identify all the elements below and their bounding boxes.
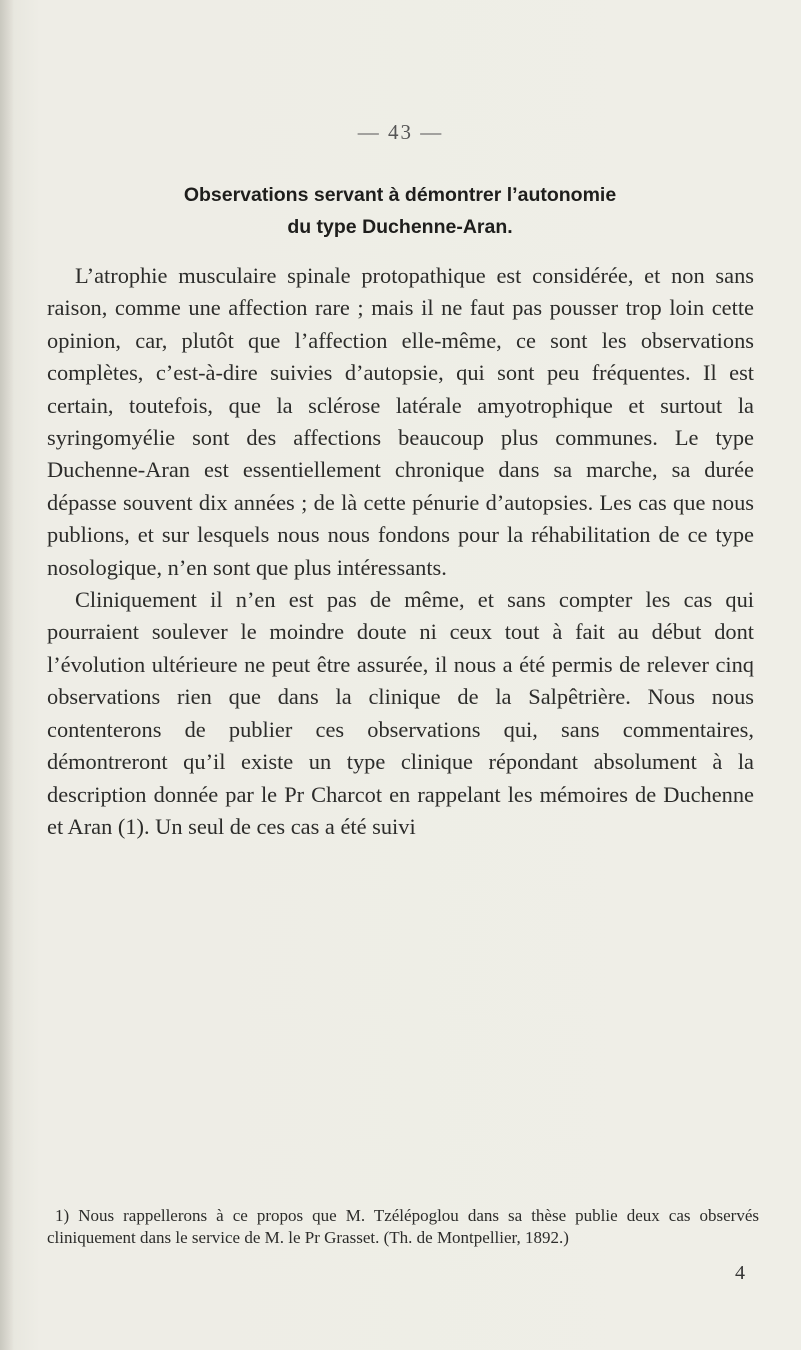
signature-mark: 4 [735,1262,745,1284]
footnote: 1) Nous rappellerons à ce propos que M. Tzélépoglou dans sa thèse publie deux cas observés cliniquement dans le service de M. le Pr Grasset. (Th. de Montpellier, 1892.) [47,1206,759,1247]
page-number: — 43 — [357,120,444,144]
body-text [47,260,754,843]
paragraph-2: Cliniquement il n’en est pas de même, et sans compter les cas qui pourraient soulever le moindre doute ni ceux tout à fait au début dont l’évolution ultérieure ne peut être assurée, il nous a été permis de relever cinq observations rien que dans la clinique de la Salpêtrière. Nous nous contenterons de publier ces observations qui, sans commentaires, démontreront qu’il existe un type clinique répondant absolument à la description donnée par le Pr Charcot en rappelant les mémoires de Duchenne et Aran (1). Un seul de ces cas a été suivi [47,587,754,839]
section-heading-line-1: Observations servant à démontrer l’autonomie [183,184,617,206]
page-binding-shadow [0,0,14,1350]
section-heading-line-2: du type Duchenne-Aran. [287,216,513,238]
paragraph-1: L’atrophie musculaire spinale protopathique est considérée, et non sans raison, comme une affection rare ; mais il ne faut pas pousser trop loin cette opinion, car, plutôt que l’affection elle-même, ce sont les observations complètes, c’est-à-dire suivies d’autopsie, qui sont peu fréquentes. Il est certain, toutefois, que la sclérose latérale amyotrophique et surtout la syringomyélie sont des affections beaucoup plus communes. Le type Duchenne-Aran est essentiellement chronique dans sa marche, sa durée dépasse souvent dix années ; de là cette pénurie d’autopsies. Les cas que nous publions, et sur lesquels nous nous fondons pour la réhabilitation de ce type nosologique, n’en sont que plus intéressants. [47,263,754,580]
